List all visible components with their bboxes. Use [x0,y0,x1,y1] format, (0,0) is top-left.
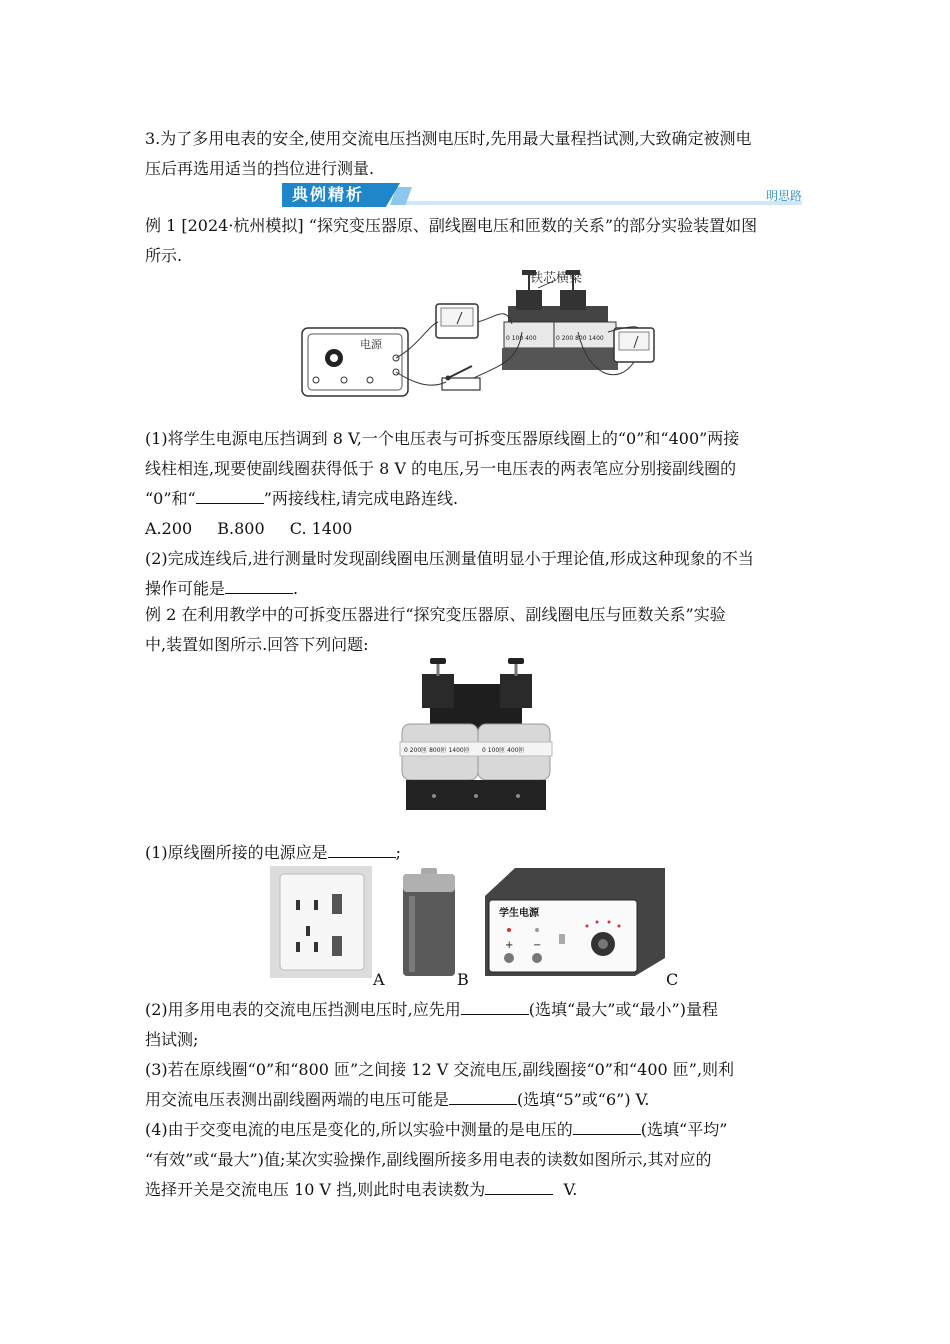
choice-label-a: A [373,970,385,989]
answer-blank-ex2-q4a[interactable] [573,1116,641,1135]
svg-text:+: + [505,940,514,951]
section-banner [282,183,802,207]
intro-paragraph [145,124,805,184]
ex2-q3-prefix: 用交流电压表测出副线圈两端的电压可能是 [145,1090,450,1109]
example2-q2-line-2: 挡试测; [145,1030,199,1049]
transformer-scale-left: 0 100 400 [506,335,537,342]
ex2-q2-suffix: (选填“最大”或“最小”)量程 [528,1000,718,1019]
option-b: B.800 [217,519,265,538]
q1-line3-suffix: ”两接线柱,请完成电路连线. [263,489,459,508]
ex2-q3-suffix: (选填“5”或“6”) V. [517,1090,650,1109]
photo-scale-left: 0 200匝 800匝 1400匝 [404,747,470,754]
choice-label-c: C [666,970,679,989]
ex2-q4-prefix: (4)由于交变电流的电压是变化的,所以实验中测量的是电压的 [145,1120,573,1139]
option-c: C. 1400 [289,519,353,538]
example2-q2-line-1 [145,995,805,1025]
power-supply-label: 电源 [360,338,382,351]
example1-questions [145,424,805,604]
example1-q1-line-2: 线柱相连,现要使副线圈获得低于 8 V 的电压,另一电压表的两表笔应分别接副线圈的 [145,459,737,478]
iron-beam-label: 铁芯横梁 [530,271,583,286]
answer-blank-ex2-q1[interactable] [328,839,396,858]
banner-rule [402,201,802,205]
answer-blank-ex2-q3[interactable] [449,1086,517,1105]
example1-line-1: 例 1 [2024·杭州模拟] “探究变压器原、副线圈电压和匝数的关系”的部分实验装置如图 [145,216,758,235]
example1-line-2: 所示. [145,246,183,265]
ex2-q4-line3-prefix: 选择开关是交流电压 10 V 挡,则此时电表读数为 [145,1180,486,1199]
example1-stem [145,211,805,271]
power-supply-figure [302,328,408,396]
example2-q4-line-2: “有效”或“最大”)值;某次实验操作,副线圈所接多用电表的读数如图所示,其对应的 [145,1150,712,1169]
option-a: A.200 [145,519,193,538]
example2-stem [145,600,805,660]
ex2-q4-line3-suffix: V. [563,1180,578,1199]
example2-q4-line-3 [145,1175,805,1205]
transformer-photo [366,656,586,816]
example2-q3-line-1: (3)若在原线圈“0”和“800 匝”之间接 12 V 交流电压,副线圈接“0”和“400 匝”,则利 [145,1060,735,1079]
example2-questions [145,995,805,1205]
example1-q1-line-1: (1)将学生电源电压挡调到 8 V,一个电压表与可拆变压器原线圈上的“0”和“400”两接 [145,429,740,448]
example1-q2-line-1: (2)完成连线后,进行测量时发现副线圈电压测量值明显小于理论值,形成这种现象的不当 [145,549,754,568]
ex2-q1-prefix: (1)原线圈所接的电源应是 [145,843,328,862]
svg-text:−: − [533,940,542,951]
banner-title: 典例精析 [292,185,365,204]
example2-line-2: 中,装置如图所示.回答下列问题: [145,635,369,654]
example2-line-1: 例 2 在利用教学中的可拆变压器进行“探究变压器原、副线圈电压与匝数关系”实验 [145,605,726,624]
ex2-q1-suffix: ; [395,843,402,862]
answer-blank-ex2-q2[interactable] [461,996,529,1015]
example2-q1-line [145,838,805,868]
q2-line2-suffix: . [293,579,299,598]
wall-socket-image [270,866,372,978]
q2-line2-prefix: 操作可能是 [145,579,226,598]
example2-q4-line-1 [145,1115,805,1145]
banner-subtitle: 明思路 [765,189,802,203]
example1-options [145,514,805,544]
transformer-scale-right: 0 200 800 1400 [556,335,604,342]
transformer-figure [502,270,618,370]
ex2-q2-prefix: (2)用多用电表的交流电压挡测电压时,应先用 [145,1000,461,1019]
example2-q3-line-2 [145,1085,805,1115]
intro-line-2: 压后再选用适当的挡位进行测量. [145,159,375,178]
answer-blank-ex2-q4b[interactable] [485,1176,553,1195]
example2-q1 [145,838,805,868]
example1-q1-line-3 [145,484,805,514]
circuit-figure [298,266,658,404]
q1-line3-prefix: “0”和“ [145,489,196,508]
answer-blank-q1[interactable] [196,485,264,504]
student-power-supply-image [485,866,669,978]
voltmeter-right [614,328,654,362]
supply-panel-label: 学生电源 [499,908,539,919]
ex2-q4-suffix: (选填“平均” [640,1120,728,1139]
answer-blank-q2[interactable] [225,575,293,594]
choice-label-b: B [457,970,469,989]
photo-scale-right: 0 100匝 400匝 [482,747,525,754]
intro-line-1: 3.为了多用电表的安全,使用交流电压挡测电压时,先用最大量程挡试测,大致确定被测电 [145,129,752,148]
battery-image [401,866,457,978]
voltmeter-left [436,304,478,338]
